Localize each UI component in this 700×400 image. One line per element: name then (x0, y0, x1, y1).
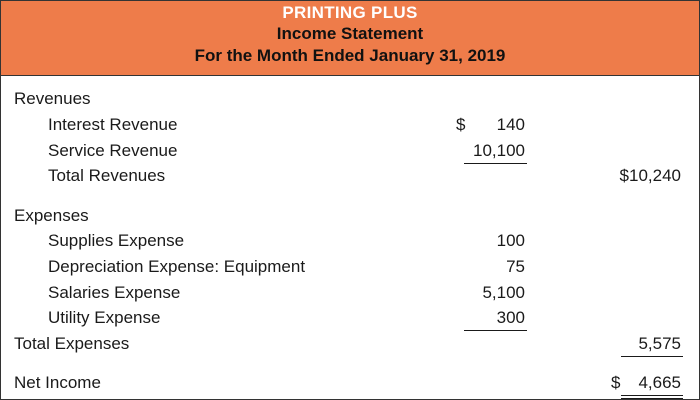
expense-row-utility (1, 306, 699, 330)
expense-row-supplies (1, 229, 699, 253)
revenue-row-service (1, 139, 699, 163)
statement-period: For the Month Ended January 31, 2019 (194, 46, 506, 65)
total-revenues-amount: $10,240 (619, 166, 681, 185)
currency-symbol: $ (456, 115, 466, 134)
expense-subtotal-underline (464, 330, 527, 331)
expenses-heading-row (1, 204, 699, 228)
revenue-label: Service Revenue (48, 141, 178, 160)
total-revenues-label: Total Revenues (48, 166, 166, 185)
expense-label: Utility Expense (48, 308, 161, 327)
total-expenses-amount: 5,575 (638, 334, 681, 353)
revenue-amount: 140 (496, 115, 525, 134)
total-revenues-row (1, 164, 699, 188)
total-expenses-underline (621, 356, 683, 357)
revenue-row-interest (1, 113, 699, 137)
expense-amount: 300 (496, 308, 525, 327)
statement-title: Income Statement (276, 24, 424, 43)
expense-amount: 5,100 (482, 283, 525, 302)
net-income-double-underline-top (621, 395, 683, 396)
statement-header (1, 1, 699, 76)
revenues-heading: Revenues (14, 89, 91, 108)
expense-row-depreciation (1, 255, 699, 279)
expense-label: Salaries Expense (48, 283, 181, 302)
net-income-amount: 4,665 (638, 373, 681, 392)
net-income-row (1, 371, 699, 395)
revenue-label: Interest Revenue (48, 115, 178, 134)
total-expenses-label: Total Expenses (14, 334, 130, 353)
expense-label: Supplies Expense (48, 231, 185, 250)
expense-amount: 100 (496, 231, 525, 250)
net-income-label: Net Income (14, 373, 101, 392)
expense-label: Depreciation Expense: Equipment (48, 257, 306, 276)
expense-amount: 75 (506, 257, 525, 276)
revenue-amount: 10,100 (473, 141, 525, 160)
expenses-heading: Expenses (14, 206, 89, 225)
expense-row-salaries (1, 281, 699, 305)
revenues-heading-row (1, 87, 699, 111)
net-income-double-underline-bottom (621, 398, 683, 399)
company-name: PRINTING PLUS (282, 3, 418, 22)
currency-symbol: $ (611, 373, 621, 392)
total-expenses-row (1, 332, 699, 356)
